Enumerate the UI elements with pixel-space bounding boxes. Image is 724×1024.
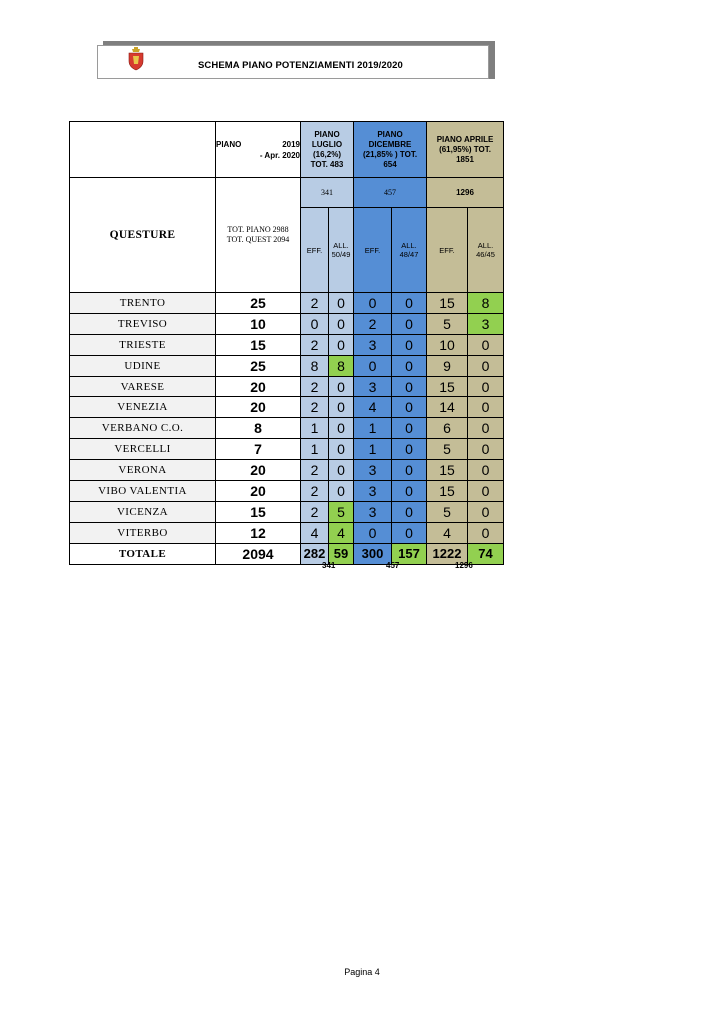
cell-dic-eff: 0 xyxy=(354,522,392,543)
cell-name: UDINE xyxy=(70,355,216,376)
cell-apr-eff: 6 xyxy=(427,418,468,439)
cell-dic-all: 0 xyxy=(392,460,427,481)
cell-dic-eff: 2 xyxy=(354,313,392,334)
cell-dic-all: 0 xyxy=(392,418,427,439)
corner-cell xyxy=(70,122,216,178)
cell-piano: 20 xyxy=(216,397,301,418)
cell-apr-all: 0 xyxy=(468,376,504,397)
cell-piano: 25 xyxy=(216,293,301,314)
cell-lug-all: 0 xyxy=(329,397,354,418)
document-title: SCHEMA PIANO POTENZIAMENTI 2019/2020 xyxy=(198,60,403,71)
cell-lug-eff: 4 xyxy=(301,522,329,543)
cell-apr-eff: 5 xyxy=(427,439,468,460)
cell-dic-eff: 4 xyxy=(354,397,392,418)
cell-piano: 20 xyxy=(216,460,301,481)
table-body xyxy=(70,293,504,544)
table-row xyxy=(70,376,504,397)
cell-apr-eff: 15 xyxy=(427,481,468,502)
cell-piano: 15 xyxy=(216,334,301,355)
cell-dic-all: 0 xyxy=(392,439,427,460)
cell-apr-eff: 15 xyxy=(427,460,468,481)
table-row xyxy=(70,460,504,481)
cell-name: VICENZA xyxy=(70,501,216,522)
total-apr-eff: 1222 xyxy=(427,543,468,564)
cell-lug-eff: 2 xyxy=(301,481,329,502)
table-row xyxy=(70,397,504,418)
cell-name: VERONA xyxy=(70,460,216,481)
table-row xyxy=(70,522,504,543)
cell-name: VITERBO xyxy=(70,522,216,543)
cell-dic-all: 0 xyxy=(392,355,427,376)
cell-apr-all: 0 xyxy=(468,481,504,502)
aprile-all-label: ALL. 46/45 xyxy=(468,208,504,293)
cell-lug-eff: 2 xyxy=(301,334,329,355)
questure-label: QUESTURE xyxy=(70,178,216,293)
cell-name: TRENTO xyxy=(70,293,216,314)
tot-plan-cell: TOT. PIANO 2988 TOT. QUEST 2094 xyxy=(216,178,301,293)
dicembre-total: 457 xyxy=(354,178,427,208)
cell-piano: 7 xyxy=(216,439,301,460)
cell-piano: 20 xyxy=(216,376,301,397)
cell-dic-eff: 0 xyxy=(354,293,392,314)
total-piano: 2094 xyxy=(216,543,301,564)
cell-apr-eff: 4 xyxy=(427,522,468,543)
cell-dic-eff: 3 xyxy=(354,501,392,522)
document-header xyxy=(97,45,489,79)
luglio-eff-label: EFF. xyxy=(301,208,329,293)
cell-lug-all: 0 xyxy=(329,376,354,397)
cell-lug-all: 0 xyxy=(329,460,354,481)
footer-aprile: 1296 xyxy=(455,561,473,570)
cell-dic-all: 0 xyxy=(392,313,427,334)
cell-apr-all: 0 xyxy=(468,501,504,522)
cell-apr-eff: 15 xyxy=(427,293,468,314)
piano-header: PIANO 2019 - Apr. 2020 xyxy=(216,122,301,178)
cell-lug-all: 8 xyxy=(329,355,354,376)
cell-apr-all: 0 xyxy=(468,355,504,376)
luglio-header: PIANO LUGLIO (16,2%) TOT. 483 xyxy=(301,122,354,178)
cell-lug-all: 0 xyxy=(329,293,354,314)
aprile-eff-label: EFF. xyxy=(427,208,468,293)
cell-piano: 15 xyxy=(216,501,301,522)
cell-name: TRIESTE xyxy=(70,334,216,355)
dicembre-eff-label: EFF. xyxy=(354,208,392,293)
cell-apr-eff: 10 xyxy=(427,334,468,355)
cell-piano: 8 xyxy=(216,418,301,439)
cell-dic-all: 0 xyxy=(392,376,427,397)
cell-dic-eff: 3 xyxy=(354,460,392,481)
cell-piano: 10 xyxy=(216,313,301,334)
total-dic-eff: 300 xyxy=(354,543,392,564)
cell-dic-all: 0 xyxy=(392,501,427,522)
cell-lug-eff: 2 xyxy=(301,460,329,481)
cell-name: VENEZIA xyxy=(70,397,216,418)
cell-lug-eff: 2 xyxy=(301,376,329,397)
cell-apr-all: 0 xyxy=(468,397,504,418)
cell-apr-all: 8 xyxy=(468,293,504,314)
total-dic-all: 157 xyxy=(392,543,427,564)
total-lug-eff: 282 xyxy=(301,543,329,564)
cell-lug-all: 0 xyxy=(329,418,354,439)
cell-apr-eff: 5 xyxy=(427,501,468,522)
cell-dic-eff: 3 xyxy=(354,481,392,502)
cell-dic-all: 0 xyxy=(392,334,427,355)
total-apr-all: 74 xyxy=(468,543,504,564)
table-row xyxy=(70,313,504,334)
cell-apr-eff: 14 xyxy=(427,397,468,418)
cell-lug-eff: 0 xyxy=(301,313,329,334)
cell-apr-all: 0 xyxy=(468,418,504,439)
table-row xyxy=(70,501,504,522)
cell-piano: 25 xyxy=(216,355,301,376)
cell-dic-eff: 1 xyxy=(354,418,392,439)
table-row xyxy=(70,418,504,439)
cell-dic-all: 0 xyxy=(392,397,427,418)
cell-lug-eff: 8 xyxy=(301,355,329,376)
luglio-all-label: ALL. 50/49 xyxy=(329,208,354,293)
footer-dicembre: 457 xyxy=(386,561,400,570)
cell-apr-eff: 5 xyxy=(427,313,468,334)
cell-lug-all: 0 xyxy=(329,481,354,502)
cell-lug-all: 0 xyxy=(329,439,354,460)
cell-apr-all: 3 xyxy=(468,313,504,334)
table-row xyxy=(70,439,504,460)
cell-apr-eff: 15 xyxy=(427,376,468,397)
cell-name: VERCELLI xyxy=(70,439,216,460)
cell-name: VIBO VALENTIA xyxy=(70,481,216,502)
cell-lug-eff: 1 xyxy=(301,439,329,460)
cell-dic-eff: 1 xyxy=(354,439,392,460)
cell-apr-all: 0 xyxy=(468,460,504,481)
aprile-total: 1296 xyxy=(427,178,504,208)
potenziamenti-table xyxy=(69,121,504,565)
table-row xyxy=(70,481,504,502)
cell-lug-eff: 1 xyxy=(301,418,329,439)
cell-lug-eff: 2 xyxy=(301,293,329,314)
cell-apr-eff: 9 xyxy=(427,355,468,376)
cell-piano: 20 xyxy=(216,481,301,502)
cell-apr-all: 0 xyxy=(468,522,504,543)
footer-luglio: 341 xyxy=(322,561,336,570)
total-lug-all: 59 xyxy=(329,543,354,564)
cell-apr-all: 0 xyxy=(468,334,504,355)
cell-dic-all: 0 xyxy=(392,293,427,314)
table-row xyxy=(70,293,504,314)
cell-lug-all: 4 xyxy=(329,522,354,543)
table-row xyxy=(70,355,504,376)
luglio-total: 341 xyxy=(301,178,354,208)
table-row xyxy=(70,334,504,355)
cell-lug-eff: 2 xyxy=(301,397,329,418)
total-label: TOTALE xyxy=(70,543,216,564)
cell-name: VARESE xyxy=(70,376,216,397)
dicembre-all-label: ALL. 48/47 xyxy=(392,208,427,293)
cell-lug-all: 5 xyxy=(329,501,354,522)
cell-dic-all: 0 xyxy=(392,481,427,502)
cell-lug-all: 0 xyxy=(329,334,354,355)
cell-lug-eff: 2 xyxy=(301,501,329,522)
cell-apr-all: 0 xyxy=(468,439,504,460)
cell-dic-eff: 0 xyxy=(354,355,392,376)
cell-dic-all: 0 xyxy=(392,522,427,543)
cell-dic-eff: 3 xyxy=(354,376,392,397)
dicembre-header: PIANO DICEMBRE (21,85% ) TOT. 654 xyxy=(354,122,427,178)
cell-piano: 12 xyxy=(216,522,301,543)
total-row xyxy=(70,543,504,564)
cell-lug-all: 0 xyxy=(329,313,354,334)
cell-name: TREVISO xyxy=(70,313,216,334)
cell-name: VERBANO C.O. xyxy=(70,418,216,439)
page-number: Pagina 4 xyxy=(344,967,380,977)
cell-dic-eff: 3 xyxy=(354,334,392,355)
aprile-header: PIANO APRILE (61,95%) TOT. 1851 xyxy=(427,122,504,178)
police-emblem-icon xyxy=(126,47,146,71)
